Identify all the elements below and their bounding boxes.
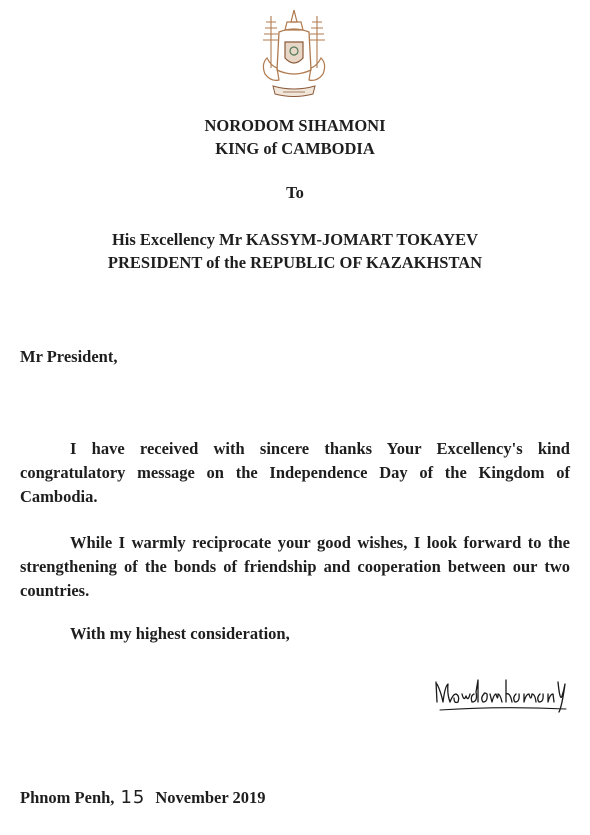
royal-arms-emblem [257, 8, 331, 100]
recipient-name: His Excellency Mr KASSYM-JOMART TOKAYEV [111, 230, 479, 249]
body-paragraph: While I warmly reciprocate your good wishes, I look forward to the strengthening of the bonds of friendship and cooperation between our two countries. [20, 533, 570, 600]
handwritten-day: 15 [120, 787, 146, 808]
recipient-title: PRESIDENT of the REPUBLIC OF KAZAKHSTAN [107, 253, 483, 272]
handwritten-signature [432, 672, 572, 718]
sender-name: NORODOM SIHAMONI [204, 116, 386, 135]
to-label: To [286, 183, 304, 202]
place: Phnom Penh, [20, 788, 115, 807]
sender-title: KING of CAMBODIA [215, 139, 375, 158]
body-paragraph: I have received with sincere thanks Your Excellency's kind congratulatory message on the Independence Day of the Kingdom of Cambodia. [20, 439, 570, 506]
month-year: November 2019 [155, 788, 266, 807]
date-line [20, 787, 265, 809]
salutation: Mr President, [20, 347, 118, 366]
closing-line: With my highest consideration, [70, 624, 290, 643]
